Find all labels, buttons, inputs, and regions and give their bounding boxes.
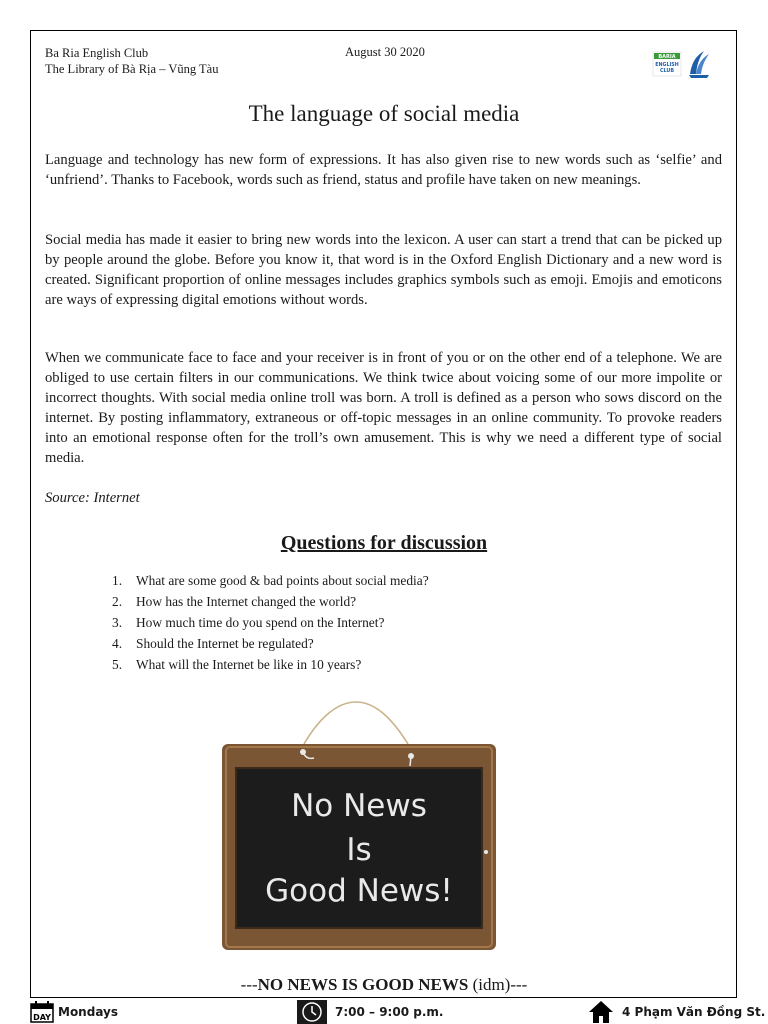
header-logos	[652, 48, 712, 80]
footer-time	[297, 1000, 443, 1024]
question-number: 5.	[112, 657, 123, 672]
logo-text-2: ENGLISH	[655, 63, 679, 68]
question-item	[112, 654, 429, 675]
chalkboard-illustration	[218, 700, 500, 952]
question-item	[112, 570, 429, 591]
source-note: Source: Internet	[45, 490, 140, 506]
page-title: The language of social media	[248, 101, 520, 126]
question-number: 4.	[112, 636, 123, 651]
question-item	[112, 633, 429, 654]
idiom-phrase: NO NEWS IS GOOD NEWS	[257, 975, 469, 994]
logo-text-1: BARIA	[658, 54, 676, 60]
footer-time-text: 7:00 – 9:00 p.m.	[335, 1005, 444, 1019]
question-text: What will the Internet be like in 10 years?	[136, 657, 362, 672]
question-text: Should the Internet be regulated?	[136, 636, 314, 651]
question-number: 2.	[112, 594, 123, 609]
clock-icon	[297, 1000, 327, 1024]
paragraph-3: When we communicate face to face and your receiver is in front of you or on the other end of a telephone. We are obliged to use certain filters in our communications. We think twice about voicing some of our more impolite or incorrect thoughts. With social media online troll was born. A troll is defined as a person who sows discord on the internet. By posting inflammatory, extraneous or off-topic messages in an online community. To provoke readers into an emotional response often for the troll’s own amusement. This is why we need a different type of social media.	[45, 350, 722, 466]
logo-text-3: CLUB	[660, 69, 674, 74]
calendar-icon-text: DAY	[33, 1013, 51, 1022]
discussion-title: Questions for discussion	[280, 532, 488, 554]
footer-day	[30, 1000, 118, 1024]
footer-day-text: Mondays	[58, 1005, 119, 1019]
idiom-line	[0, 975, 768, 995]
question-text: How much time do you spend on the Internet?	[136, 615, 385, 630]
footer-address	[588, 1000, 765, 1024]
question-number: 1.	[112, 573, 123, 588]
question-item	[112, 612, 429, 633]
chalk-line-1: No News	[291, 788, 427, 824]
calendar-icon	[30, 1001, 54, 1023]
footer-address-text: 4 Phạm Văn Đồng St.	[622, 1005, 766, 1019]
idiom-suffix: (idm)---	[468, 975, 528, 994]
chalk-line-3: Good News!	[265, 873, 453, 909]
header-date: August 30 2020	[345, 45, 425, 59]
question-list	[112, 570, 429, 675]
question-text: How has the Internet changed the world?	[136, 594, 357, 609]
chalk-line-2: Is	[346, 832, 372, 868]
question-number: 3.	[112, 615, 123, 630]
club-name: Ba Ria English Club	[45, 46, 149, 60]
library-name: The Library of Bà Rịa – Vũng Tàu	[45, 62, 219, 76]
home-icon	[588, 1000, 614, 1024]
question-text: What are some good & bad points about social media?	[136, 573, 429, 588]
club-logo	[652, 49, 682, 79]
paragraph-1: Language and technology has new form of expressions. It has also given rise to new words such as ‘selfie’ and ‘unfriend’. Thanks to Facebook, words such as friend, status and profile have taken on new meanings.	[45, 152, 722, 188]
question-item	[112, 591, 429, 612]
chalkboard-image	[218, 700, 500, 952]
library-logo	[686, 48, 712, 80]
header-club-info	[45, 45, 218, 77]
idiom-prefix: ---	[240, 975, 258, 994]
paragraph-2: Social media has made it easier to bring new words into the lexicon. A user can start a trend that can be picked up by people around the globe. Before you know it, that word is in the Oxford English Dictionary and a new word is created. Significant proportion of online messages includes graphics symbols such as emoji. Emojis and emoticons are ways of expressing digital emotions without words.	[45, 232, 722, 308]
